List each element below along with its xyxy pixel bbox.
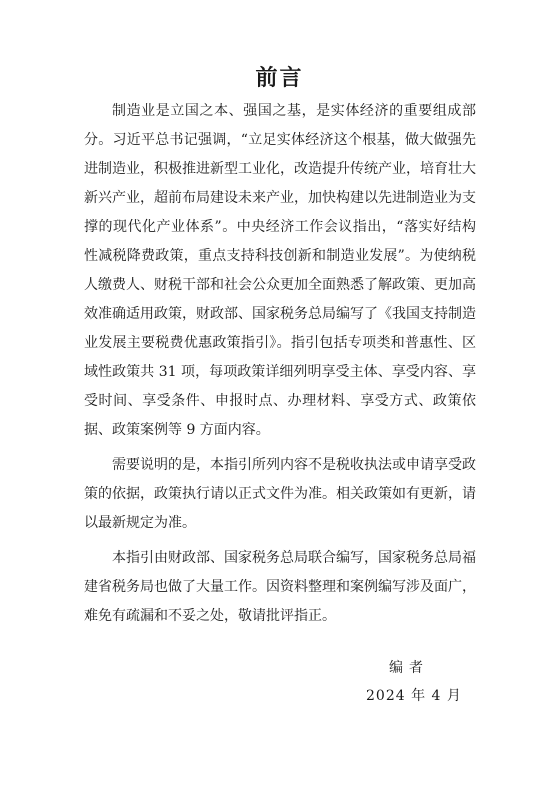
document-body xyxy=(84,97,476,637)
page-title: 前言 xyxy=(255,66,304,91)
paragraph-3: 本指引由财政部、国家税务总局联合编写，国家税务总局福建省税务局也做了大量工作。因资料整理和案例编写涉及面广，难免有疏漏和不妥之处，敬请批评指正。 xyxy=(84,550,476,624)
signature-editor: 编者 xyxy=(389,660,429,676)
paragraph-1: 制造业是立国之本、强国之基，是实体经济的重要组成部分。习近平总书记强调，“立足实体经济这个根基，做大做强先进制造业，积极推进新型工业化，改造提升传统产业，培育壮大新兴产业，超前布局建设未来产业，加快构建以先进制造业为支撑的现代化产业体系”。中央经济工作会议指出，“落实好结构性减税降费政策，重点支持科技创新和制造业发展”。为使纳税人缴费人、财税干部和社会公众更加全面熟悉了解政策、更加高效准确适用政策，财政部、国家税务总局编写了《我国支持制造业发展主要税费优惠政策指引》。指引包括专项类和普惠性、区域性政策共 31 项，每项政策详细列明享受主体、享受内容、享受时间、享受条件、申报时点、办理材料、享受方式、政策依据、政策案例等 9 方面内容。 xyxy=(84,103,476,438)
signature-date: 2024 年 4 月 xyxy=(366,688,462,704)
paragraph-2: 需要说明的是，本指引所列内容不是税收执法或申请享受政策的依据，政策执行请以正式文件为准。相关政策如有更新，请以最新规定为准。 xyxy=(84,457,476,531)
